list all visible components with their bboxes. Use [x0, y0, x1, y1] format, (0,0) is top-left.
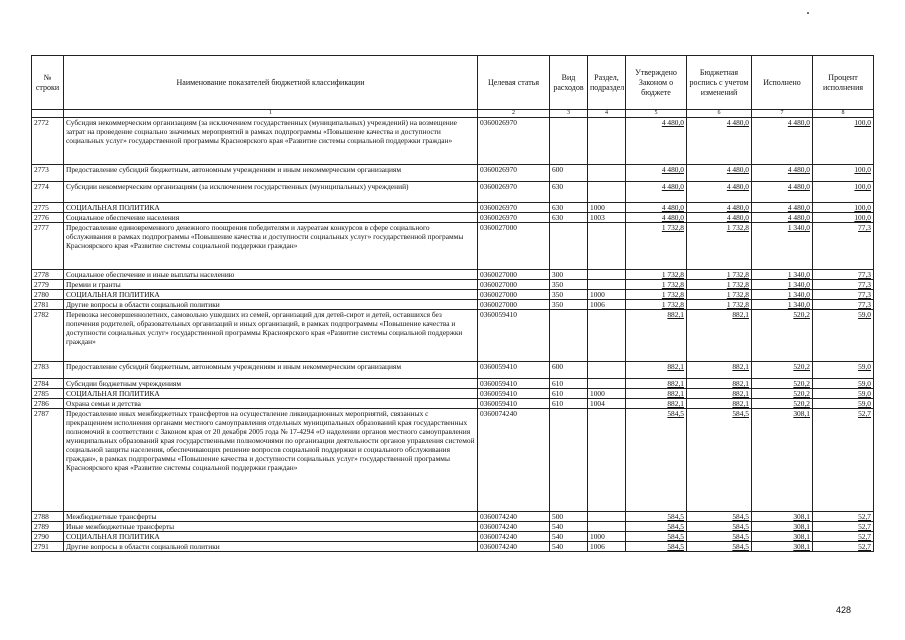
row-budget-list: 584,5 — [687, 522, 752, 532]
table-row — [32, 182, 874, 203]
row-executed: 308,1 — [752, 532, 813, 542]
row-percent: 100,0 — [813, 203, 874, 213]
row-name: Другие вопросы в области социальной политики — [64, 542, 478, 552]
row-name: Другие вопросы в области социальной политики — [64, 300, 478, 310]
row-budget-list: 1 732,8 — [687, 280, 752, 290]
row-approved: 1 732,8 — [626, 280, 687, 290]
row-number: 2783 — [32, 362, 64, 379]
row-approved: 584,5 — [626, 409, 687, 512]
table-row — [32, 203, 874, 213]
row-executed: 1 340,0 — [752, 270, 813, 280]
header-percent: Процент исполнения — [813, 56, 874, 110]
row-name: Премии и гранты — [64, 280, 478, 290]
row-percent: 77,3 — [813, 280, 874, 290]
row-executed: 1 340,0 — [752, 300, 813, 310]
table-row — [32, 280, 874, 290]
row-executed: 4 480,0 — [752, 182, 813, 203]
row-approved: 882,1 — [626, 379, 687, 389]
row-name: СОЦИАЛЬНАЯ ПОЛИТИКА — [64, 389, 478, 399]
row-name: Социальное обеспечение и иные выплаты населению — [64, 270, 478, 280]
row-number: 2773 — [32, 165, 64, 182]
table-row — [32, 290, 874, 300]
row-executed: 1 340,0 — [752, 290, 813, 300]
row-budget-list: 4 480,0 — [687, 213, 752, 223]
row-approved: 882,1 — [626, 389, 687, 399]
row-executed: 520,2 — [752, 310, 813, 362]
header-executed: Исполнено — [752, 56, 813, 110]
header-name: Наименование показателей бюджетной классификации — [64, 56, 478, 110]
row-number: 2778 — [32, 270, 64, 280]
row-section-code — [588, 310, 626, 362]
row-percent: 52,7 — [813, 409, 874, 512]
row-percent: 59,0 — [813, 310, 874, 362]
row-percent: 100,0 — [813, 213, 874, 223]
column-index-row — [32, 110, 874, 118]
row-expense-type: 540 — [550, 532, 588, 542]
row-executed: 520,2 — [752, 362, 813, 379]
table-row — [32, 532, 874, 542]
row-approved: 882,1 — [626, 310, 687, 362]
row-budget-list: 1 732,8 — [687, 270, 752, 280]
row-expense-type: 500 — [550, 512, 588, 522]
row-section-code: 1006 — [588, 542, 626, 552]
table-row — [32, 409, 874, 512]
row-expense-type: 630 — [550, 213, 588, 223]
row-section-code: 1000 — [588, 290, 626, 300]
row-budget-list: 882,1 — [687, 310, 752, 362]
row-name: Предоставление субсидий бюджетным, автономным учреждениям и иным некоммерческим организациям — [64, 362, 478, 379]
row-target-code: 0360059410 — [478, 389, 550, 399]
row-target-code: 0360074240 — [478, 522, 550, 532]
row-name: Предоставление иных межбюджетных трансфертов на осуществление ликвидационных мероприятий, связанных с прекращением исполнения органами местного самоуправления отдельных муниципальных образований края государственных полномочий в соответствии с Законом края от 20 декабря 2005 года № 17-4294 «О наделении органов местного самоуправления муниципальных образований края государственными полномочиями по организации деятельности органов управления системой социальной защиты населения, обеспечивающих решение вопросов социальной поддержки и социального обслуживания граждан», в рамках подпрограммы «Повышение качества и доступности социальных услуг» государственной программы Красноярского края «Развитие системы социальной поддержки граждан» — [64, 409, 478, 512]
row-expense-type — [550, 118, 588, 165]
row-budget-list: 4 480,0 — [687, 165, 752, 182]
row-executed: 4 480,0 — [752, 213, 813, 223]
row-percent: 77,3 — [813, 290, 874, 300]
row-name: СОЦИАЛЬНАЯ ПОЛИТИКА — [64, 203, 478, 213]
row-section-code: 1006 — [588, 300, 626, 310]
row-budget-list: 882,1 — [687, 379, 752, 389]
row-budget-list: 1 732,8 — [687, 223, 752, 270]
row-target-code: 0360074240 — [478, 512, 550, 522]
table-row — [32, 310, 874, 362]
row-number: 2788 — [32, 512, 64, 522]
row-target-code: 0360059410 — [478, 399, 550, 409]
table-row — [32, 270, 874, 280]
row-percent: 77,3 — [813, 223, 874, 270]
row-expense-type: 610 — [550, 399, 588, 409]
row-expense-type — [550, 409, 588, 512]
row-target-code: 0360074240 — [478, 532, 550, 542]
row-section-code: 1000 — [588, 389, 626, 399]
header-target: Целевая статья — [478, 56, 550, 110]
row-percent: 52,7 — [813, 532, 874, 542]
row-number: 2775 — [32, 203, 64, 213]
row-name: Субсидии бюджетным учреждениям — [64, 379, 478, 389]
table-body — [32, 118, 874, 552]
row-expense-type: 610 — [550, 379, 588, 389]
row-approved: 584,5 — [626, 512, 687, 522]
row-executed: 520,2 — [752, 379, 813, 389]
column-index: 6 — [687, 110, 752, 118]
row-executed: 4 480,0 — [752, 165, 813, 182]
row-percent: 52,7 — [813, 522, 874, 532]
column-index: 5 — [626, 110, 687, 118]
row-approved: 1 732,8 — [626, 270, 687, 280]
row-target-code: 0360027000 — [478, 270, 550, 280]
row-number: 2774 — [32, 182, 64, 203]
row-expense-type: 610 — [550, 389, 588, 399]
row-target-code: 0360059410 — [478, 362, 550, 379]
row-executed: 1 340,0 — [752, 223, 813, 270]
row-executed: 4 480,0 — [752, 118, 813, 165]
budget-execution-table — [31, 55, 874, 552]
row-section-code — [588, 280, 626, 290]
row-percent: 100,0 — [813, 182, 874, 203]
table-row — [32, 512, 874, 522]
row-number: 2785 — [32, 389, 64, 399]
row-percent: 77,3 — [813, 270, 874, 280]
table-row — [32, 522, 874, 532]
row-number: 2786 — [32, 399, 64, 409]
row-number: 2789 — [32, 522, 64, 532]
row-executed: 1 340,0 — [752, 280, 813, 290]
row-approved: 4 480,0 — [626, 213, 687, 223]
row-target-code: 0360026970 — [478, 165, 550, 182]
row-percent: 77,3 — [813, 300, 874, 310]
row-approved: 1 732,8 — [626, 223, 687, 270]
column-index: 2 — [478, 110, 550, 118]
row-budget-list: 882,1 — [687, 389, 752, 399]
row-section-code — [588, 270, 626, 280]
row-section-code: 1003 — [588, 213, 626, 223]
row-percent: 100,0 — [813, 165, 874, 182]
row-percent: 52,7 — [813, 512, 874, 522]
column-index-blank — [32, 110, 64, 118]
row-number: 2779 — [32, 280, 64, 290]
row-expense-type: 630 — [550, 203, 588, 213]
row-percent: 59,0 — [813, 379, 874, 389]
header-budget-list: Бюджетная роспись с учетом изменений — [687, 56, 752, 110]
scan-speck — [807, 12, 809, 14]
row-approved: 4 480,0 — [626, 118, 687, 165]
table-row — [32, 542, 874, 552]
row-expense-type: 540 — [550, 522, 588, 532]
row-executed: 308,1 — [752, 409, 813, 512]
row-number: 2787 — [32, 409, 64, 512]
row-section-code — [588, 223, 626, 270]
row-budget-list: 584,5 — [687, 409, 752, 512]
row-name: Охрана семьи и детства — [64, 399, 478, 409]
row-section-code — [588, 512, 626, 522]
row-number: 2777 — [32, 223, 64, 270]
header-section: Раздел, подраздел — [588, 56, 626, 110]
row-percent: 59,0 — [813, 362, 874, 379]
row-approved: 4 480,0 — [626, 182, 687, 203]
column-index: 4 — [588, 110, 626, 118]
row-target-code: 0360026970 — [478, 118, 550, 165]
table-row — [32, 362, 874, 379]
table-row — [32, 379, 874, 389]
row-budget-list: 1 732,8 — [687, 290, 752, 300]
row-expense-type: 600 — [550, 165, 588, 182]
row-approved: 1 732,8 — [626, 300, 687, 310]
row-approved: 584,5 — [626, 522, 687, 532]
row-executed: 308,1 — [752, 542, 813, 552]
table-row — [32, 118, 874, 165]
row-target-code: 0360026970 — [478, 182, 550, 203]
table-row — [32, 389, 874, 399]
row-target-code: 0360059410 — [478, 310, 550, 362]
row-expense-type — [550, 310, 588, 362]
row-budget-list: 584,5 — [687, 542, 752, 552]
row-target-code: 0360026970 — [478, 203, 550, 213]
row-budget-list: 882,1 — [687, 399, 752, 409]
row-approved: 4 480,0 — [626, 203, 687, 213]
row-section-code — [588, 182, 626, 203]
row-name: СОЦИАЛЬНАЯ ПОЛИТИКА — [64, 532, 478, 542]
row-target-code: 0360027000 — [478, 223, 550, 270]
row-approved: 1 732,8 — [626, 290, 687, 300]
row-executed: 520,2 — [752, 399, 813, 409]
row-executed: 308,1 — [752, 512, 813, 522]
row-target-code: 0360027000 — [478, 280, 550, 290]
header-row-no: № строки — [32, 56, 64, 110]
row-approved: 584,5 — [626, 542, 687, 552]
row-approved: 4 480,0 — [626, 165, 687, 182]
row-section-code — [588, 165, 626, 182]
row-number: 2772 — [32, 118, 64, 165]
table-row — [32, 399, 874, 409]
row-percent: 100,0 — [813, 118, 874, 165]
row-executed: 520,2 — [752, 389, 813, 399]
row-section-code: 1000 — [588, 532, 626, 542]
table-row — [32, 213, 874, 223]
row-percent: 59,0 — [813, 389, 874, 399]
row-expense-type: 540 — [550, 542, 588, 552]
table-row — [32, 165, 874, 182]
row-executed: 308,1 — [752, 522, 813, 532]
row-budget-list: 584,5 — [687, 512, 752, 522]
row-target-code: 0360027000 — [478, 300, 550, 310]
row-name: Социальное обеспечение населения — [64, 213, 478, 223]
row-number: 2784 — [32, 379, 64, 389]
row-expense-type: 350 — [550, 280, 588, 290]
row-approved: 882,1 — [626, 399, 687, 409]
column-index: 7 — [752, 110, 813, 118]
row-percent: 52,7 — [813, 542, 874, 552]
row-expense-type: 350 — [550, 290, 588, 300]
column-index: 3 — [550, 110, 588, 118]
row-expense-type: 600 — [550, 362, 588, 379]
header-exp-type: Вид расходов — [550, 56, 588, 110]
row-budget-list: 4 480,0 — [687, 118, 752, 165]
row-name: Перевозка несовершеннолетних, самовольно ушедших из семей, организаций для детей-сирот и детей, оставшихся без попечения родителей, образовательных организаций и иных организаций, в рамках подпрограммы «Повышение качества и доступности социальных услуг» государственной программы Красноярского края «Развитие системы социальной поддержки граждан» — [64, 310, 478, 362]
row-target-code: 0360074240 — [478, 542, 550, 552]
row-target-code: 0360059410 — [478, 379, 550, 389]
header-row — [32, 56, 874, 110]
row-expense-type: 350 — [550, 300, 588, 310]
row-budget-list: 1 732,8 — [687, 300, 752, 310]
row-section-code — [588, 379, 626, 389]
row-number: 2781 — [32, 300, 64, 310]
row-section-code — [588, 118, 626, 165]
row-name: Субсидии некоммерческим организациям (за исключением государственных (муниципальных) учреждений) — [64, 182, 478, 203]
row-name: Предоставление субсидий бюджетным, автономным учреждениям и иным некоммерческим организациям — [64, 165, 478, 182]
table-row — [32, 223, 874, 270]
row-approved: 882,1 — [626, 362, 687, 379]
row-expense-type — [550, 223, 588, 270]
row-percent: 59,0 — [813, 399, 874, 409]
row-approved: 584,5 — [626, 532, 687, 542]
row-executed: 4 480,0 — [752, 203, 813, 213]
page-number: 428 — [836, 605, 852, 615]
row-section-code — [588, 522, 626, 532]
row-number: 2776 — [32, 213, 64, 223]
row-target-code: 0360027000 — [478, 290, 550, 300]
table-row — [32, 300, 874, 310]
row-budget-list: 584,5 — [687, 532, 752, 542]
row-section-code: 1000 — [588, 203, 626, 213]
header-approved: Утверждено Законом о бюджете — [626, 56, 687, 110]
row-name: Иные межбюджетные трансферты — [64, 522, 478, 532]
row-section-code: 1004 — [588, 399, 626, 409]
row-section-code — [588, 362, 626, 379]
row-target-code: 0360026970 — [478, 213, 550, 223]
row-number: 2790 — [32, 532, 64, 542]
row-number: 2780 — [32, 290, 64, 300]
row-expense-type: 300 — [550, 270, 588, 280]
row-budget-list: 4 480,0 — [687, 203, 752, 213]
row-budget-list: 882,1 — [687, 362, 752, 379]
column-index: 8 — [813, 110, 874, 118]
row-section-code — [588, 409, 626, 512]
row-expense-type: 630 — [550, 182, 588, 203]
column-index: 1 — [64, 110, 478, 118]
row-name: Межбюджетные трансферты — [64, 512, 478, 522]
row-name: СОЦИАЛЬНАЯ ПОЛИТИКА — [64, 290, 478, 300]
row-target-code: 0360074240 — [478, 409, 550, 512]
row-budget-list: 4 480,0 — [687, 182, 752, 203]
row-number: 2782 — [32, 310, 64, 362]
row-name: Субсидия некоммерческим организациям (за исключением государственных (муниципальных) учреждений) на возмещение затрат на проведение социально значимых мероприятий в рамках подпрограммы «Повышение качества и доступности социальных услуг» государственной программы Красноярского края «Развитие системы социальной поддержки граждан» — [64, 118, 478, 165]
row-number: 2791 — [32, 542, 64, 552]
row-name: Предоставление единовременного денежного поощрения победителям и лауреатам конкурсов в сфере социального обслуживания в рамках подпрограммы «Повышение качества и доступности социальных услуг» государственной программы Красноярского края «Развитие системы социальной поддержки граждан» — [64, 223, 478, 270]
